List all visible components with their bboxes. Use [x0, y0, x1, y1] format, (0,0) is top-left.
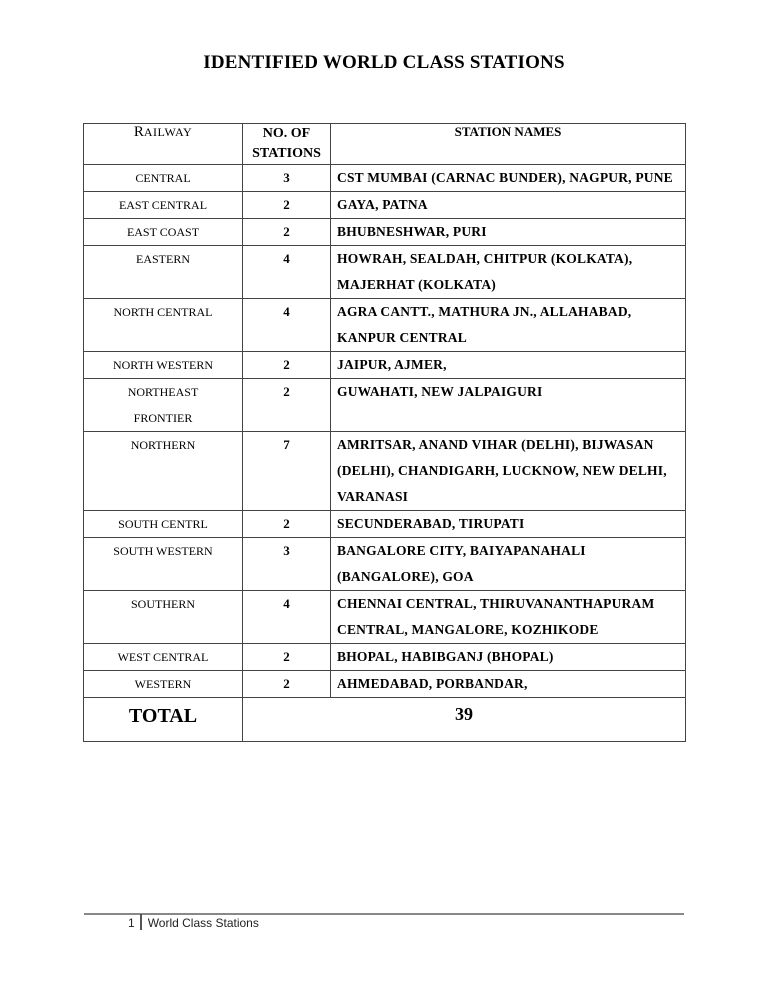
- table-row: [84, 671, 686, 698]
- station-names-cell: BANGALORE CITY, BAIYAPANAHALI (BANGALORE), GOA: [331, 538, 686, 591]
- count-cell: 3: [243, 538, 331, 591]
- railway-cell: CENTRAL: [84, 165, 243, 192]
- total-label: TOTAL: [84, 698, 243, 742]
- railway-cell: NORTHERN: [84, 432, 243, 511]
- count-cell: 2: [243, 671, 331, 698]
- table-row: [84, 432, 686, 511]
- railway-cell: EAST CENTRAL: [84, 192, 243, 219]
- railway-cell: WEST CENTRAL: [84, 644, 243, 671]
- table-row: [84, 591, 686, 644]
- table-header-row: [84, 124, 686, 165]
- table-row: [84, 299, 686, 352]
- station-names-cell: GAYA, PATNA: [331, 192, 686, 219]
- railway-cell: SOUTH WESTERN: [84, 538, 243, 591]
- stations-table: [83, 123, 686, 742]
- table-row: [84, 165, 686, 192]
- count-cell: 2: [243, 644, 331, 671]
- station-names-cell: JAIPUR, AJMER,: [331, 352, 686, 379]
- station-names-cell: BHOPAL, HABIBGANJ (BHOPAL): [331, 644, 686, 671]
- station-names-cell: CST MUMBAI (CARNAC BUNDER), NAGPUR, PUNE: [331, 165, 686, 192]
- header-railway: [84, 124, 243, 165]
- header-station-names: STATION NAMES: [331, 124, 686, 165]
- page-number: 1: [128, 916, 135, 930]
- table-row: [84, 538, 686, 591]
- railway-cell: NORTH CENTRAL: [84, 299, 243, 352]
- railway-cell: WESTERN: [84, 671, 243, 698]
- table-row: [84, 246, 686, 299]
- station-names-cell: AGRA CANTT., MATHURA JN., ALLAHABAD, KANPUR CENTRAL: [331, 299, 686, 352]
- table-row: [84, 352, 686, 379]
- table-row: [84, 379, 686, 432]
- total-value: 39: [243, 698, 686, 742]
- table-row: [84, 644, 686, 671]
- station-names-cell: HOWRAH, SEALDAH, CHITPUR (KOLKATA), MAJERHAT (KOLKATA): [331, 246, 686, 299]
- station-names-cell: SECUNDERABAD, TIRUPATI: [331, 511, 686, 538]
- count-cell: 4: [243, 591, 331, 644]
- count-cell: 2: [243, 352, 331, 379]
- count-cell: 4: [243, 299, 331, 352]
- footer-separator: [140, 914, 142, 930]
- count-cell: 2: [243, 192, 331, 219]
- station-names-cell: CHENNAI CENTRAL, THIRUVANANTHAPURAM CENTRAL, MANGALORE, KOZHIKODE: [331, 591, 686, 644]
- total-row: [84, 698, 686, 742]
- table-row: [84, 219, 686, 246]
- footer-divider: [84, 913, 684, 915]
- station-names-cell: GUWAHATI, NEW JALPAIGURI: [331, 379, 686, 432]
- count-cell: 2: [243, 511, 331, 538]
- table-row: [84, 511, 686, 538]
- station-names-cell: AHMEDABAD, PORBANDAR,: [331, 671, 686, 698]
- railway-cell: SOUTHERN: [84, 591, 243, 644]
- station-names-cell: BHUBNESHWAR, PURI: [331, 219, 686, 246]
- table-row: [84, 192, 686, 219]
- header-count: NO. OF STATIONS: [243, 124, 331, 165]
- station-names-cell: AMRITSAR, ANAND VIHAR (DELHI), BIJWASAN (DELHI), CHANDIGARH, LUCKNOW, NEW DELHI, VARANASI: [331, 432, 686, 511]
- railway-cell: NORTHEAST FRONTIER: [84, 379, 243, 432]
- count-cell: 3: [243, 165, 331, 192]
- count-cell: 2: [243, 379, 331, 432]
- railway-cell: EAST COAST: [84, 219, 243, 246]
- railway-cell: NORTH WESTERN: [84, 352, 243, 379]
- footer-title: World Class Stations: [147, 916, 259, 930]
- count-cell: 7: [243, 432, 331, 511]
- header-railway-initial: R: [133, 124, 144, 140]
- page-title: IDENTIFIED WORLD CLASS STATIONS: [203, 52, 565, 73]
- count-cell: 2: [243, 219, 331, 246]
- page-footer: [128, 916, 259, 930]
- railway-cell: EASTERN: [84, 246, 243, 299]
- railway-cell: SOUTH CENTRL: [84, 511, 243, 538]
- header-railway-rest: AILWAY: [143, 125, 193, 139]
- count-cell: 4: [243, 246, 331, 299]
